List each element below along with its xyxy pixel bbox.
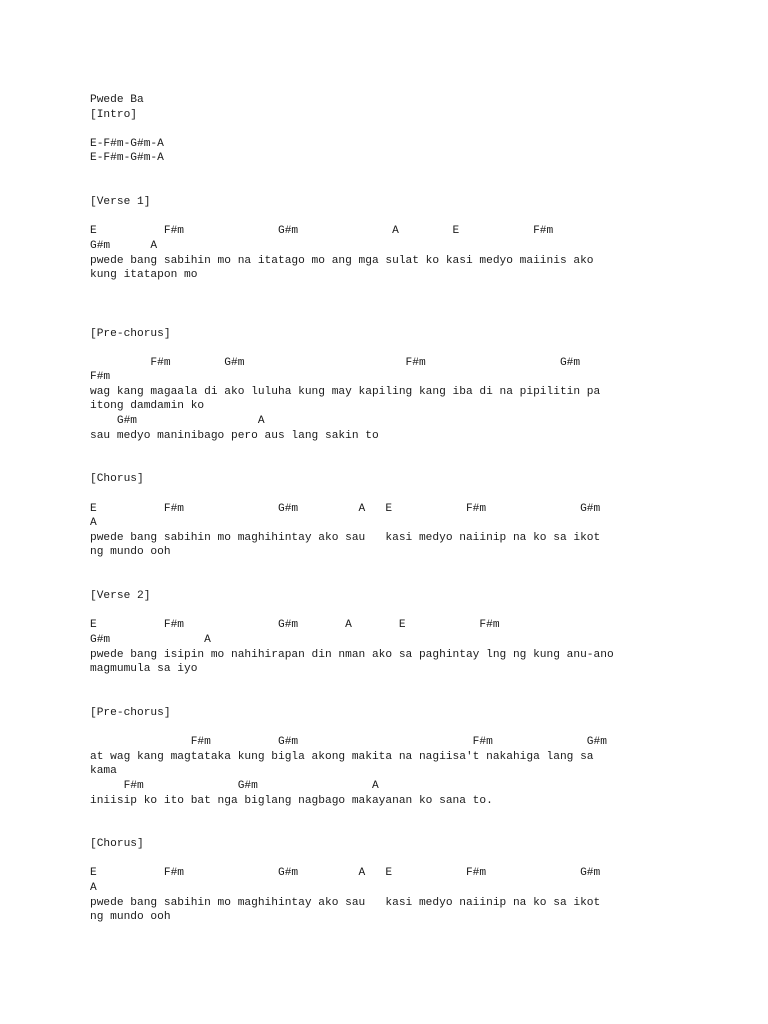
sheet-line: F#m	[90, 371, 111, 384]
blank-line	[90, 487, 750, 502]
blank-line	[90, 210, 750, 225]
sheet-line: magmumula sa iyo	[90, 663, 198, 676]
sheet-line: itong damdamin ko	[90, 400, 205, 413]
sheet-line: G#m A	[90, 239, 158, 252]
sheet-line: [Chorus]	[90, 838, 144, 851]
sheet-line: [Pre-chorus]	[90, 706, 171, 719]
blank-line	[90, 604, 750, 619]
sheet-line: [Intro]	[90, 108, 137, 121]
sheet-line: G#m A	[90, 415, 265, 428]
sheet-line: kung itatapon mo	[90, 269, 198, 282]
sheet-line: A	[90, 517, 97, 530]
blank-line	[90, 166, 750, 181]
blank-line	[90, 297, 750, 312]
sheet-line: [Verse 2]	[90, 590, 151, 603]
sheet-line: E F#m G#m A E F#m G#m	[90, 867, 601, 880]
sheet-line: pwede bang sabihin mo na itatago mo ang mga sulat ko kasi medyo maiinis ako	[90, 254, 594, 267]
blank-line	[90, 443, 750, 458]
sheet-line: F#m G#m F#m G#m	[90, 736, 607, 749]
blank-line	[90, 122, 750, 137]
sheet-line: pwede bang sabihin mo maghihintay ako sau kasi medyo naiinip na ko sa ikot	[90, 896, 601, 909]
sheet-line: kama	[90, 765, 117, 778]
sheet-line: [Verse 1]	[90, 196, 151, 209]
song-sheet	[90, 93, 750, 925]
sheet-line: E F#m G#m A E F#m G#m	[90, 502, 601, 515]
blank-line	[90, 691, 750, 706]
sheet-line: ng mundo ooh	[90, 911, 171, 924]
sheet-line: E-F#m-G#m-A	[90, 137, 164, 150]
blank-line	[90, 721, 750, 736]
sheet-line: F#m G#m A	[90, 779, 379, 792]
sheet-line: Pwede Ba	[90, 94, 144, 106]
blank-line	[90, 458, 750, 473]
sheet-line: E F#m G#m A E F#m	[90, 225, 554, 238]
blank-line	[90, 181, 750, 196]
sheet-line: G#m A	[90, 633, 211, 646]
sheet-line: at wag kang magtataka kung bigla akong makita na nagiisa't nakahiga lang sa	[90, 750, 594, 763]
sheet-line: sau medyo maninibago pero aus lang sakin to	[90, 429, 379, 442]
sheet-line: pwede bang sabihin mo maghihintay ako sau kasi medyo naiinip na ko sa ikot	[90, 531, 601, 544]
sheet-line: E-F#m-G#m-A	[90, 152, 164, 165]
sheet-line: [Pre-chorus]	[90, 327, 171, 340]
blank-line	[90, 560, 750, 575]
sheet-line: A	[90, 882, 97, 895]
blank-line	[90, 677, 750, 692]
sheet-line: E F#m G#m A E F#m	[90, 619, 500, 632]
sheet-line: F#m G#m F#m G#m	[90, 356, 581, 369]
blank-line	[90, 575, 750, 590]
blank-line	[90, 823, 750, 838]
blank-line	[90, 852, 750, 867]
sheet-line: iniisip ko ito bat nga biglang nagbago makayanan ko sana to.	[90, 794, 493, 807]
sheet-line: [Chorus]	[90, 473, 144, 486]
blank-line	[90, 283, 750, 298]
sheet-line: ng mundo ooh	[90, 546, 171, 559]
blank-line	[90, 341, 750, 356]
blank-line	[90, 808, 750, 823]
sheet-line: wag kang magaala di ako luluha kung may kapiling kang iba di na pipilitin pa	[90, 385, 601, 398]
sheet-line: pwede bang isipin mo nahihirapan din nman ako sa paghintay lng ng kung anu-ano	[90, 648, 614, 661]
blank-line	[90, 312, 750, 327]
